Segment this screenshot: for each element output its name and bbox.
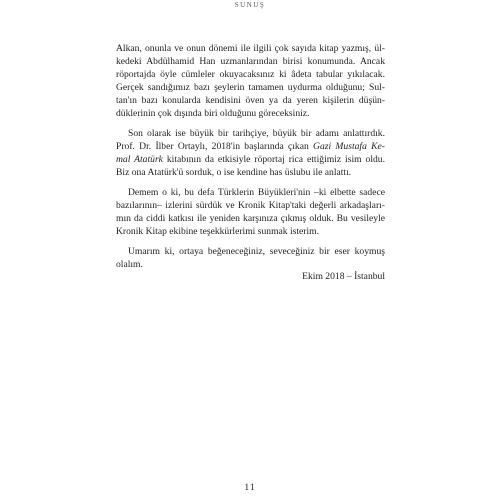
paragraph-3 xyxy=(116,186,385,238)
text-line: tan'ın bazı konularda kendisini öven ya da yeren kişilerin düşün- xyxy=(116,95,385,107)
text-segment: Prof. Dr. İlber Ortaylı, 2018'in başlarında çıkan xyxy=(116,141,314,153)
paragraph-1 xyxy=(116,42,385,121)
text-line xyxy=(116,140,385,153)
page-number: 11 xyxy=(244,483,256,493)
text-line: bazılarının– izlerini sürdük ve Kronik Kitap'taki değerli arkadaşları- xyxy=(116,200,385,212)
date-place-signature: Ekim 2018 – İstanbul xyxy=(302,271,385,282)
text-line: Kronik Kitap ekibine teşekkürlerimi sunmak isterim. xyxy=(116,226,320,238)
text-line: Gerçek sandığımız bazı şeylerin tamamen uydurma olduğunu; Sul- xyxy=(116,82,385,94)
text-line: Son olarak ise büyük bir tarihçiye, büyük bir adamı anlattırdık. xyxy=(128,128,385,140)
text-line: Demem o ki, bu defa Türklerin Büyükleri'nin –ki elbette sadece xyxy=(128,187,385,199)
text-segment: kitabının da etkisiyle röportaj rica ettiğimiz isim oldu. xyxy=(162,154,385,166)
book-title: Gazi Mustafa Ke- xyxy=(313,141,385,153)
text-line: kedeki Abdülhamid Han uzmanlarından birisi konumunda. Ancak xyxy=(116,56,385,68)
paragraph-2 xyxy=(116,127,385,179)
text-line: düklerinin çok dışında biri olduğunu göreceksiniz. xyxy=(116,108,310,120)
text-line: röportajda öyle cümleler okuyacaksınız ki âdeta tabular yıkılacak. xyxy=(116,69,385,81)
text-line: Biz ona Atatürk'ü sorduk, o ise kendine has üslubu ile anlattı. xyxy=(116,167,352,179)
text-line: Alkan, onunla ve onun dönemi ile ilgili çok sayıda kitap yazmış, ül- xyxy=(116,43,385,54)
running-header: SUNUŞ xyxy=(234,1,266,9)
paragraph-4 xyxy=(116,245,385,271)
text-line: olalım. xyxy=(116,259,143,271)
body-text xyxy=(116,42,385,278)
text-line: Umarım ki, ortaya beğeneceğiniz, seveceğiniz bir eser koymuş xyxy=(128,246,385,258)
text-line: mın da ciddi katkısı ile yeniden karşınıza çıkmış olduk. Bu vesileyle xyxy=(116,213,385,225)
book-title: mal Atatürk xyxy=(116,154,163,166)
text-line xyxy=(116,153,385,166)
